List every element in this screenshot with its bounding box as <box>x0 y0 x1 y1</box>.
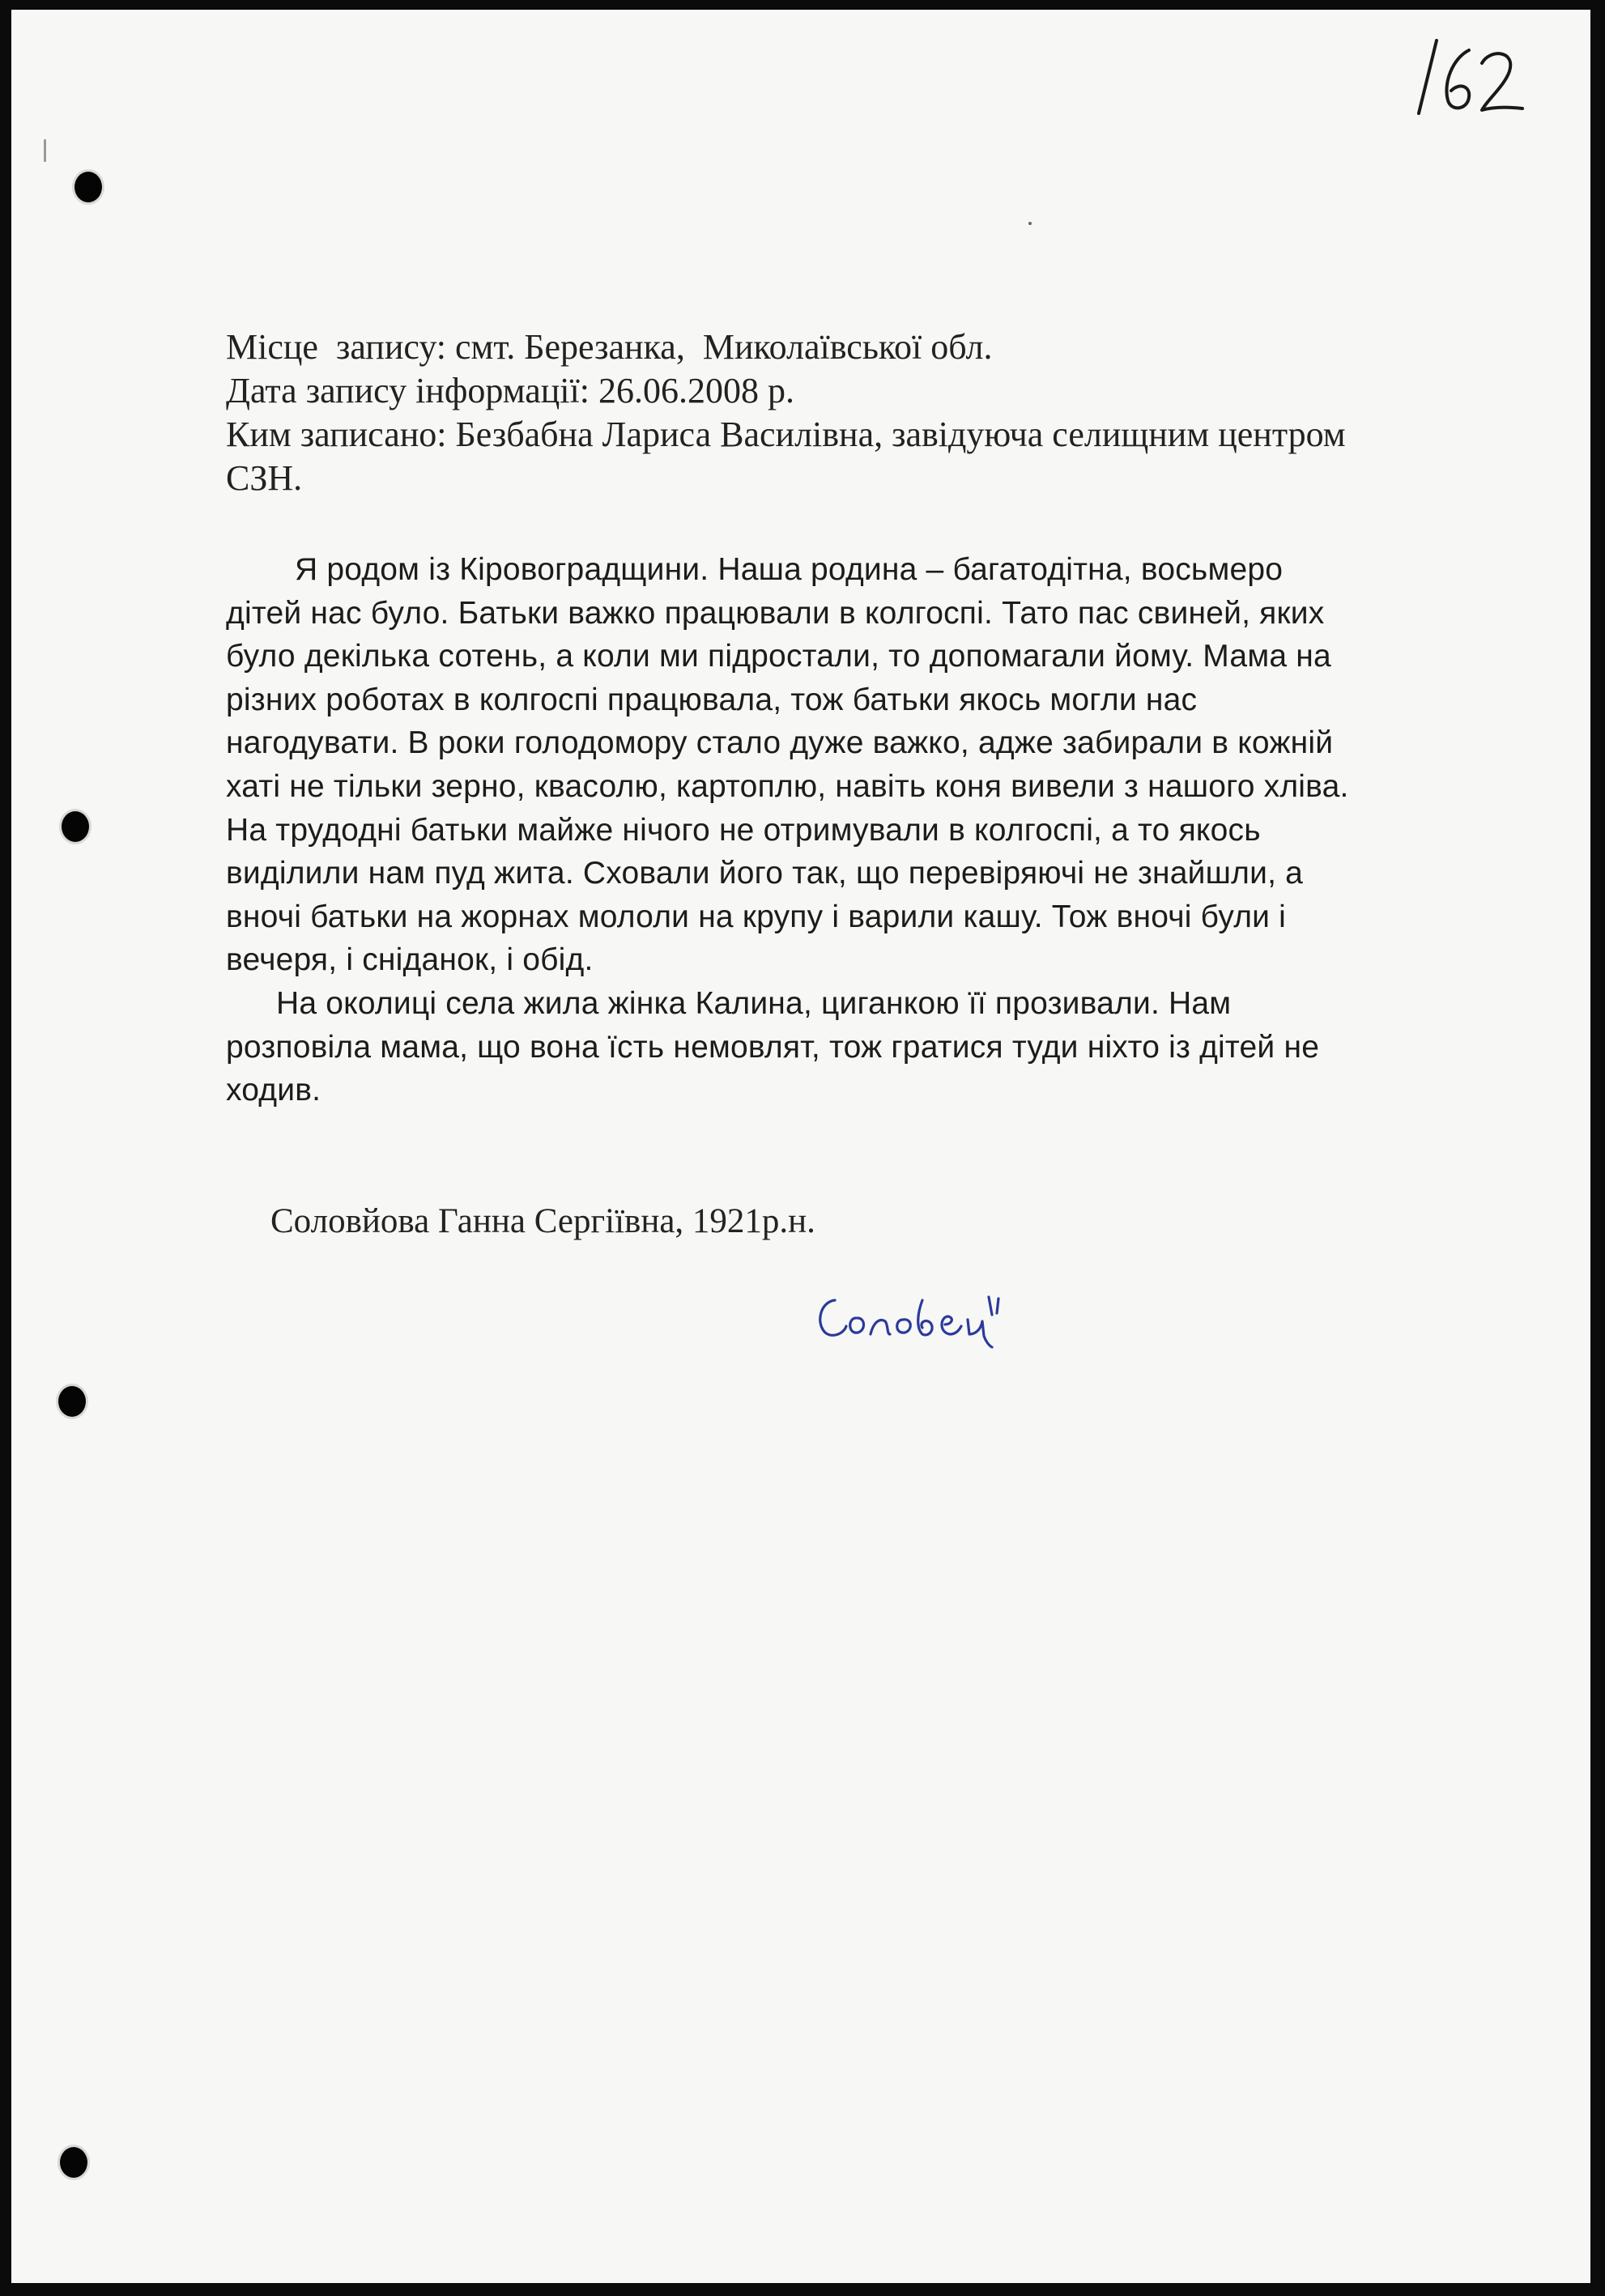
punch-hole-4 <box>60 2147 87 2178</box>
testimony-paragraph-1: Я родом із Кіровоградщини. Наша родина – багатодітна, восьмеро дітей нас було. Батьки важко працювали в колгоспі. Тато пас свиней, яких було декілька сотень, а коли ми підростали, то допомагали йому. Мама на різних роботах в колгоспі працювала, тож батьки якось могли нас нагодувати. В роки голодомору стало дуже важко, адже забирали в кожній хаті не тільки зерно, квасолю, картоплю, навіть коня вивели з нашого хліва. На трудодні батьки майже нічого не отримували в колгоспі, а то якось виділили нам пуд жита. Сховали його так, що перевіряючі не знайшли, а вночі батьки на жорнах мололи на крупу і варили кашу. Тож вночі були і вечеря, і сніданок, і обід. <box>226 552 1349 978</box>
record-date: Дата запису інформації: 26.06.2008 р. <box>226 371 794 410</box>
paper-speck <box>44 139 46 162</box>
informant-name: Соловйова Ганна Сергіївна, 1921р.н. <box>270 1202 815 1240</box>
punch-hole-3 <box>58 1386 86 1417</box>
record-recorder: Ким записано: Безбабна Лариса Василівна, завідуюча селищним центром СЗН. <box>226 415 1346 498</box>
handwritten-signature <box>809 1273 1028 1354</box>
testimony-text <box>226 548 1352 1112</box>
record-metadata <box>226 325 1360 500</box>
handwritten-page-number <box>1403 26 1532 123</box>
testimony-paragraph-2: На околиці села жила жінка Калина, циганкою її прозивали. Нам розповіла мама, що вона їсть немовлят, тож гратися туди ніхто із дітей не ходив. <box>226 985 1320 1108</box>
document-page <box>11 10 1590 2283</box>
record-place: Місце запису: смт. Березанка, Миколаївської обл. <box>226 327 993 367</box>
punch-hole-1 <box>75 172 102 202</box>
punch-hole-2 <box>62 811 89 842</box>
paper-speck <box>1028 222 1032 225</box>
